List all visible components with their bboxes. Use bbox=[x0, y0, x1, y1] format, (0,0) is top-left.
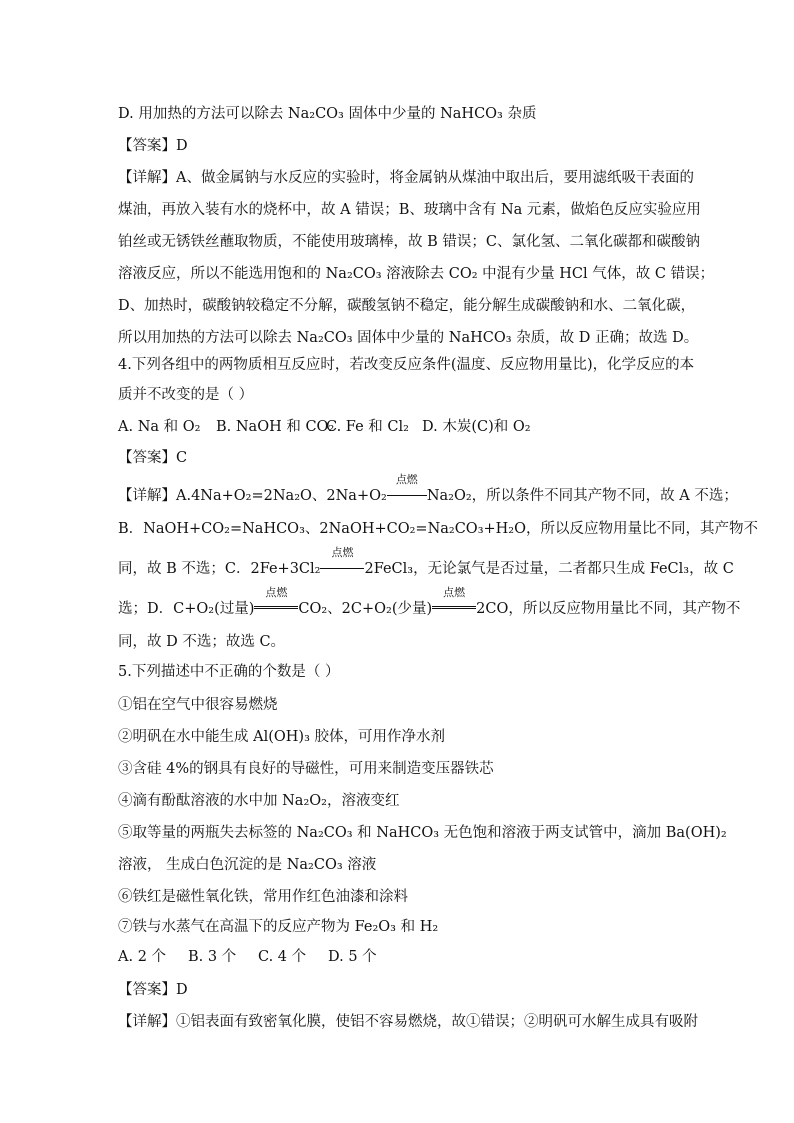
detail-text: A、做金属钠与水反应的实验时，将金属钠从煤油中取出后，要用滤纸吸干表面的 bbox=[176, 170, 694, 186]
q4-answer bbox=[118, 448, 187, 468]
q5-item: ⑤取等量的两瓶失去标签的 Na₂CO₃ 和 NaHCO₃ 无色饱和溶液于两支试管中，滴加 Ba(OH)₂ bbox=[118, 825, 727, 841]
q3-option-d: D. 用加热的方法可以除去 Na₂CO₃ 固体中少量的 NaHCO₃ 杂质 bbox=[118, 106, 537, 122]
answer-value: C bbox=[176, 450, 188, 466]
reaction-condition bbox=[254, 586, 298, 613]
q5-option-a: A. 2 个 bbox=[118, 949, 167, 965]
q4-detail-line bbox=[118, 473, 738, 506]
q3-detail-line bbox=[118, 168, 694, 188]
q4-detail-line bbox=[118, 586, 741, 619]
equation-text: CO₂、2C+O₂(少量) bbox=[298, 601, 433, 617]
q5-option-c: C. 4 个 bbox=[258, 949, 307, 965]
reaction-arrow bbox=[320, 568, 364, 569]
q3-detail-line: 煤油，再放入装有水的烧杯中，故 A 错误；B、玻璃中含有 Na 元素，做焰色反应实验应用 bbox=[118, 202, 701, 218]
q4-detail-line: 同，故 D 不选；故选 C。 bbox=[118, 634, 286, 650]
q5-answer bbox=[118, 980, 188, 1000]
q5-options bbox=[118, 947, 377, 967]
q4-option-d: D. 木炭(C)和 O₂ bbox=[422, 419, 531, 435]
answer-value: D bbox=[176, 138, 188, 154]
reaction-condition bbox=[432, 586, 476, 613]
equation-text: 2CO，所以反应物用量比不同，其产物不 bbox=[476, 601, 741, 617]
equation-text: 选；D．C+O₂(过量) bbox=[118, 601, 255, 617]
q5-detail-line bbox=[118, 1012, 698, 1032]
answer-label: 【答案】 bbox=[118, 450, 176, 466]
answer-label: 【答案】 bbox=[118, 982, 176, 998]
equation-text: Na₂O₂，所以条件不同其产物不同，故 A 不选； bbox=[426, 488, 738, 504]
q5-item: ⑦铁与水蒸气在高温下的反应产物为 Fe₂O₃ 和 H₂ bbox=[118, 919, 439, 935]
condition-label: 点燃 bbox=[395, 473, 418, 486]
q3-detail-line: 溶液反应，所以不能选用饱和的 Na₂CO₃ 溶液除去 CO₂ 中混有少量 HCl 气体，故 C 错误； bbox=[118, 266, 715, 282]
q3-answer bbox=[118, 136, 188, 156]
detail-text: ①铝表面有致密氧化膜，使铝不容易燃烧，故①错误；②明矾可水解生成具有吸附 bbox=[176, 1014, 698, 1030]
q3-detail-line: D、加热时，碳酸钠较稳定不分解，碳酸氢钠不稳定，能分解生成碳酸钠和水、二氧化碳， bbox=[118, 298, 696, 314]
q4-stem-line: 质并不改变的是（ ） bbox=[118, 387, 254, 403]
reaction-arrow bbox=[254, 606, 298, 609]
q4-options bbox=[118, 417, 531, 437]
q4-option-a: A. Na 和 O₂ bbox=[118, 419, 201, 435]
q5-item: ④滴有酚酞溶液的水中加 Na₂O₂，溶液变红 bbox=[118, 793, 400, 809]
q4-detail-line: B．NaOH+CO₂=NaHCO₃、2NaOH+CO₂=Na₂CO₃+H₂O，所以反应物用量比不同，其产物不 bbox=[118, 521, 759, 537]
q5-item: ①铝在空气中很容易燃烧 bbox=[118, 697, 278, 713]
condition-label: 点燃 bbox=[265, 586, 288, 599]
q3-detail-line: 所以用加热的方法可以除去 Na₂CO₃ 固体中少量的 NaHCO₃ 杂质，故 D 正确；故选 D。 bbox=[118, 330, 699, 346]
q5-option-b: B. 3 个 bbox=[188, 949, 237, 965]
answer-value: D bbox=[176, 982, 188, 998]
answer-label: 【答案】 bbox=[118, 138, 176, 154]
q4-detail-line bbox=[118, 546, 734, 579]
q5-stem: 5.下列描述中不正确的个数是（ ） bbox=[118, 664, 340, 680]
q5-item: ②明矾在水中能生成 Al(OH)₃ 胶体，可用作净水剂 bbox=[118, 729, 445, 745]
reaction-arrow bbox=[387, 495, 427, 496]
q4-option-c: C. Fe 和 Cl₂ bbox=[326, 419, 409, 435]
reaction-condition bbox=[320, 546, 364, 573]
equation-text: A.4Na+O₂=2Na₂O、2Na+O₂ bbox=[176, 488, 387, 504]
q3-detail-line: 铂丝或无锈铁丝蘸取物质，不能使用玻璃棒，故 B 错误；C、氯化氢、二氧化碳都和碳酸钠 bbox=[118, 234, 700, 250]
q4-option-b: B. NaOH 和 CO₂ bbox=[216, 419, 335, 435]
detail-label: 【详解】 bbox=[118, 1014, 176, 1030]
reaction-arrow bbox=[432, 606, 476, 609]
q4-stem-line: 4.下列各组中的两物质相互反应时，若改变反应条件(温度、反应物用量比)，化学反应的本 bbox=[118, 357, 695, 373]
equation-text: 同，故 B 不选；C．2Fe+3Cl₂ bbox=[118, 561, 321, 577]
q5-item: ⑥铁红是磁性氧化铁，常用作红色油漆和涂料 bbox=[118, 889, 408, 905]
q5-item: ③含硅 4%的钢具有良好的导磁性，可用来制造变压器铁芯 bbox=[118, 761, 494, 777]
q5-option-d: D. 5 个 bbox=[328, 949, 377, 965]
q5-item: 溶液， 生成白色沉淀的是 Na₂CO₃ 溶液 bbox=[118, 857, 377, 873]
condition-label: 点燃 bbox=[443, 586, 466, 599]
equation-text: 2FeCl₃，无论氯气是否过量，二者都只生成 FeCl₃，故 C bbox=[364, 561, 734, 577]
condition-label: 点燃 bbox=[331, 546, 354, 559]
reaction-condition bbox=[387, 473, 427, 500]
detail-label: 【详解】 bbox=[118, 170, 176, 186]
detail-label: 【详解】 bbox=[118, 488, 176, 504]
